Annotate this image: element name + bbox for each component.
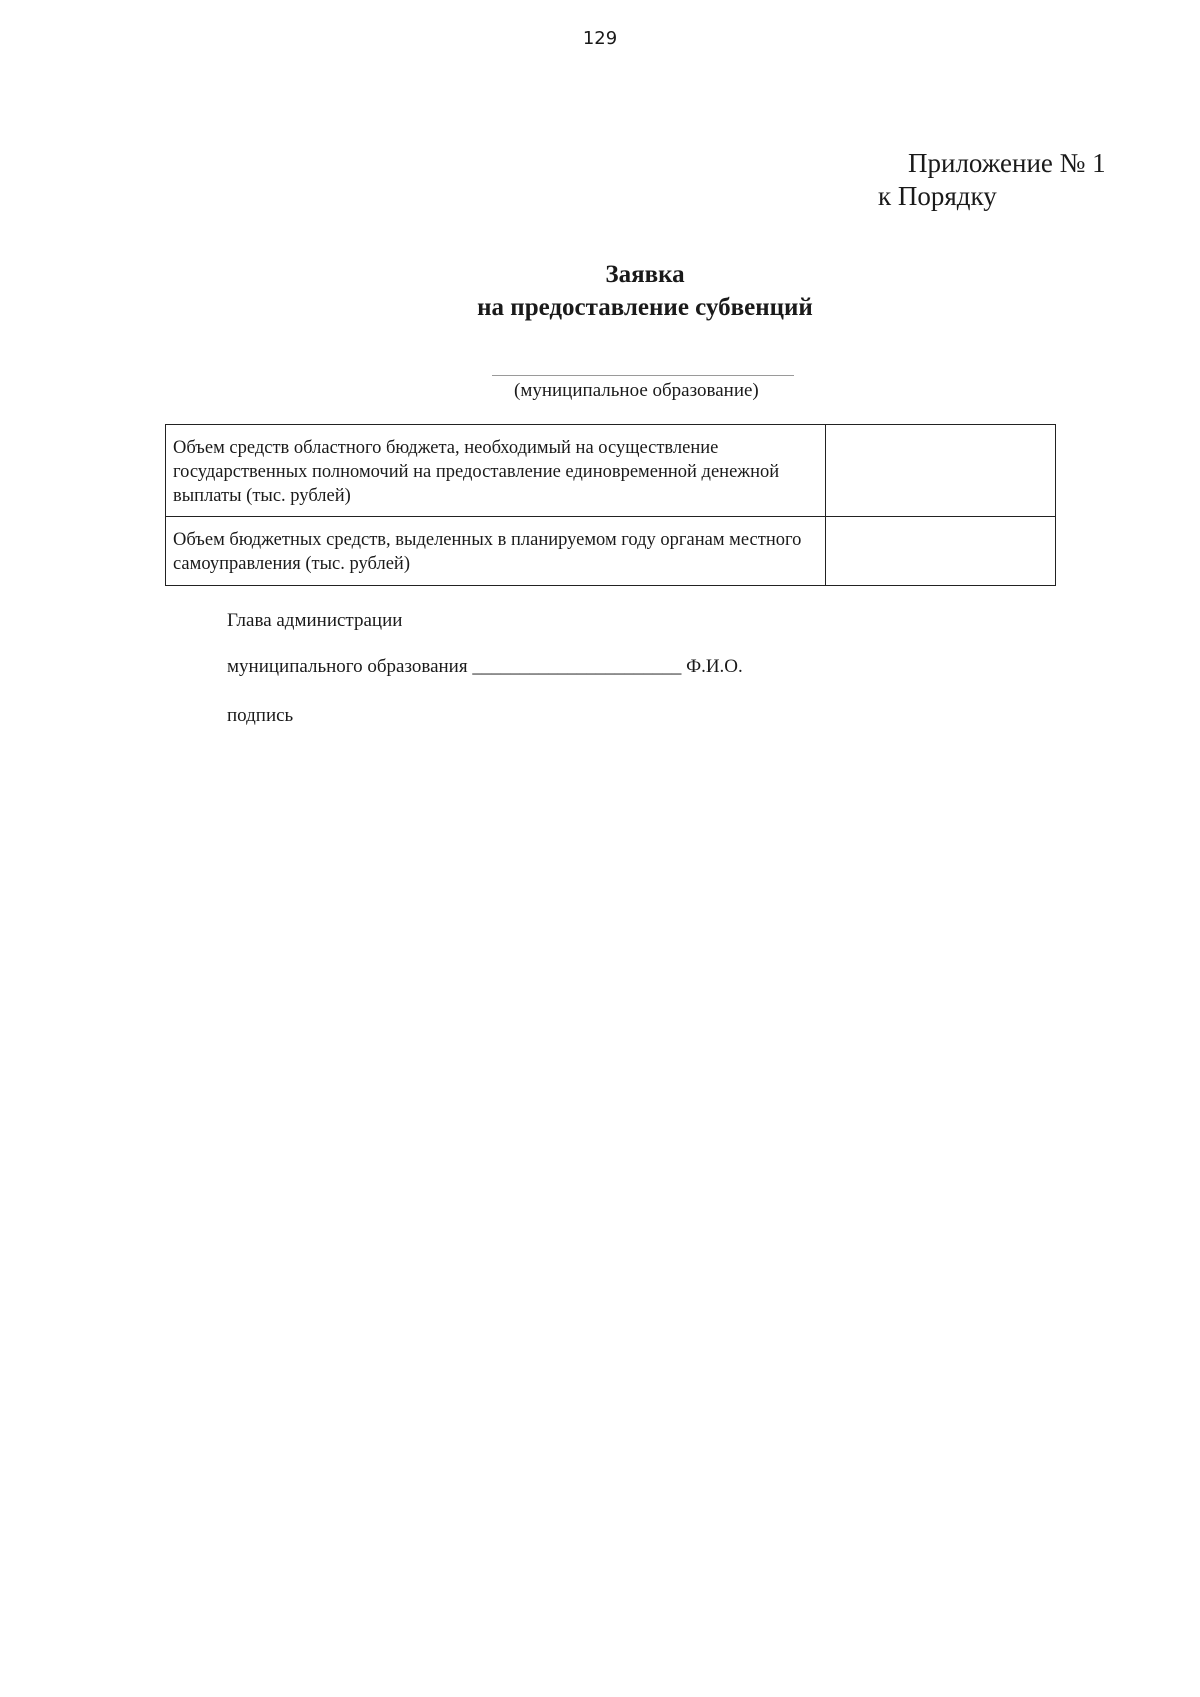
table-row-value[interactable] (826, 517, 1056, 586)
appendix-number: Приложение № 1 (908, 148, 1106, 178)
municipality-caption: (муниципальное образование) (514, 380, 759, 401)
table-row-value[interactable] (826, 425, 1056, 517)
municipality-blank-line[interactable] (492, 375, 794, 376)
signature-label: подпись (227, 705, 294, 726)
table-row (166, 425, 1056, 517)
appendix-reference: к Порядку (878, 181, 997, 211)
signature-blank[interactable]: ______________________ (472, 656, 682, 677)
signatory-org-label: муниципального образования (227, 656, 468, 677)
table-row (166, 517, 1056, 586)
signatory-line (227, 656, 743, 678)
signatory-title: Глава администрации (227, 610, 403, 631)
table-row-label: Объем бюджетных средств, выделенных в планируемом году органам местного самоуправления (тыс. рублей) (166, 517, 826, 586)
table-row-label: Объем средств областного бюджета, необходимый на осуществление государственных полномочий на предоставление единовременной денежной выплаты (тыс. рублей) (166, 425, 826, 517)
document-subtitle: на предоставление субвенций (477, 294, 813, 321)
request-table (165, 424, 1056, 586)
document-title: Заявка (605, 261, 685, 288)
page-number: 129 (582, 28, 618, 49)
full-name-label: Ф.И.О. (686, 656, 743, 677)
